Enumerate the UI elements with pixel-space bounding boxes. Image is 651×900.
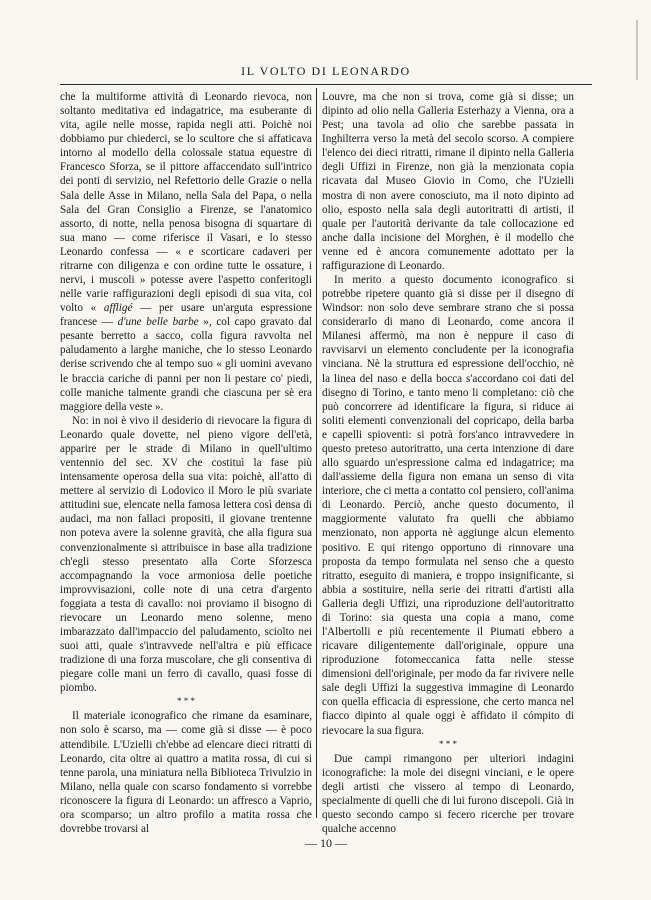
page-number: — 10 —	[305, 836, 347, 850]
left-column	[60, 90, 312, 836]
section-separator: * * *	[439, 738, 457, 749]
column-divider	[316, 88, 317, 818]
text-run: che la multiforme attività di Leonardo rievoca, non soltanto meditativa ed indagatrice, ma esuberante di vita, agile nelle mosse, rapida negli atti. Poichè noi dobbiamo pur chiederci, se lo scultore che si affaticava intorno al modello della colossale statua equestre di Francesco Sforza, se il pittore affaccendato sull'intrico dei ponti di servizio, nel Refettorio delle Grazie o nella Sala delle Asse in Milano, nella Sala del Papa, o nella Sala del Gran Consiglio a Firenze, se l'anatomico assorto, di notte, nella penosa bisogna di squartare di sua mano — come riferisce il Vasari, e lo stesso Leonardo confessa — « e scorticare cadaveri per ritrarne con diligenza e con ordine tutte le ossature, i nervi, i muscoli » potesse avere l'aspetto conferitogli nelle varie raffigurazioni degli episodi di sua vita, col volto «	[60, 91, 312, 315]
text-run: — per usare un'arguta espressione francese —	[60, 302, 313, 329]
paragraph-right-1: Louvre, ma che non si trova, come già si disse; un dipinto ad olio nella Galleria Esterhazy a Vienna, ora a Pest; una tavola ad olio che sarebbe passata in Inghilterra verso la metà del secolo scorso. A compiere l'elenco dei dieci ritratti, rimane il dipinto nella Galleria degli Uffizi in Firenze, non già la menzionata copia ricavata dal Museo Giovio in Como, che l'Uzielli mostra di non avere conosciuto, ma il noto dipinto ad olio, esposto nella sala degli autoritratti di artisti, il quale per l'autorità derivante da tale collocazione ed anche dalla incisione del Morghen, è il modello che venne ed è ancora comunemente adottato per la raffigurazione di Leonardo.	[322, 91, 574, 272]
paragraph-right-2: In merito a questo documento iconografico si potrebbe ripetere quanto già si disse per il disegno di Windsor: non solo deve sembrare strano che si possa considerarlo di mano di Leonardo, come ancora il Milanesi affermò, ma non è neppure il caso di ravvisarvi un elemento concludente per la iconografia vinciana. Nè la struttura ed espressione dell'occhio, nè la linea del naso e della bocca s'accordano coi dati del disegno di Torino, e tanto meno li completano: ciò che può concorrere ad identificare la figura, si riduce ai soliti elementi convenzionali del copricapo, della barba e capelli spioventi: si potrà fors'anco intravvedere in questo preteso autoritratto, una certa intenzione di dare allo sguardo un'espressione calma ed indagatrice; ma dall'assieme della figura non emana un senso di vita interiore, che ci metta a contatto col pensiero, coll'anima di Leonardo. Perciò, anche questo documento, il maggiormente valutato fra quelli che abbiamo menzionato, non apporta nè aggiunge alcun elemento positivo. E qui ritengo opportuno di rinnovare una proposta da tempo formulata nel senso che a questo ritratto, eseguito di maniera, e troppo insignificante, si abbia a sostituire, nella serie dei ritratti d'artisti alla Galleria degli Uffizi, una riproduzione dell'autoritratto di Torino: sia questa una copia a mano, come l'Albertolli e più recentemente il Piumati ebbero a ricavare diligentemente dall'originale, oppure una riproduzione fotomeccanica fatta nelle stesse dimensioni dell'originale, per modo da far rivivere nelle sale degli Uffizi la suggestiva immagine di Leonardo con quella efficacia di espressione, che certo manca nel fiacco dipinto al quale oggi è affidato il cómpito di rievocare la sua figura.	[322, 274, 574, 737]
section-separator: * * *	[177, 696, 195, 707]
right-column	[322, 90, 574, 836]
paragraph-left-3: Il materiale iconografico che rimane da esaminare, non solo è scarso, ma — come già si disse — è poco attendibile. L'Uzielli ch'ebbe ad elencare dieci ritratti di Leonardo, cita oltre ai quattro a matita rossa, di cui si tenne parola, una miniatura nella Biblioteca Trivulzio in Milano, nella quale con scarso fondamento si vorrebbe riconoscere la figura di Leonardo: un affresco a Vaprio, ora scomparso; un altro profilo a matita rossa che dovrebbe trovarsi al	[60, 710, 312, 835]
italic-quote-belle-barbe: d'une belle barbe	[117, 316, 199, 329]
page-edge-mark	[636, 20, 638, 80]
header-rule	[60, 84, 592, 85]
running-header: IL VOLTO DI LEONARDO	[241, 64, 411, 78]
italic-quote-affligé: affligé	[103, 302, 133, 315]
paragraph-left-2: No: in noi è vivo il desiderio di rievocare la figura di Leonardo quale dovette, nel pieno vigore dell'età, apparire per le strade di Milano in quell'ultimo ventennio del sec. XV che costituì la fase più intensamente operosa della sua vita: poichè, all'atto di mettere al servizio di Lodovico il Moro le più svariate attitudini sue, elencate nella famosa lettera così densa di audaci, ma non fallaci propositi, il giovane trentenne non poteva avere la solenne gravità, che alla figura sua convenzionalmente si attribuisce in base alla tradizione ch'egli stesso presentato alla Corte Sforzesca accompagnando la voce armoniosa delle poetiche improvvisazioni, colle note di una cetra d'argento foggiata a testa di cavallo: noi proviamo il bisogno di rievocare un Leonardo meno solenne, meno imbarazzato dall'impaccio del paludamento, sciolto nei suoi atti, quale s'intravvede nell'altra e più efficace tradizione di una forza muscolare, che gli consentiva di piegare colle mani un ferro di cavallo, quasi fosse di piombo.	[60, 414, 312, 695]
text-run: », col capo gravato dal pesante berretto a sacco, colla figura ravvolta nel paludamento a larghe maniche, che lo stesso Leonardo derise scrivendo che al tempo suo « gli uomini avevano le braccia cariche di panni per non li pestare co' piedi, colle maniche talmente grandi che ciascuna per sè era maggiore della veste ».	[60, 316, 312, 413]
paragraph-left-1	[60, 90, 312, 414]
paragraph-right-3: Due campi rimangono per ulteriori indagini iconografiche: la mole dei disegni vinciani, e le opere degli artisti che vissero al tempo di Leonardo, specialmente di quelli che di lui furono discepoli. Già in questo secondo campo si fecero ricerche per trovare qualche accenno	[322, 752, 574, 835]
